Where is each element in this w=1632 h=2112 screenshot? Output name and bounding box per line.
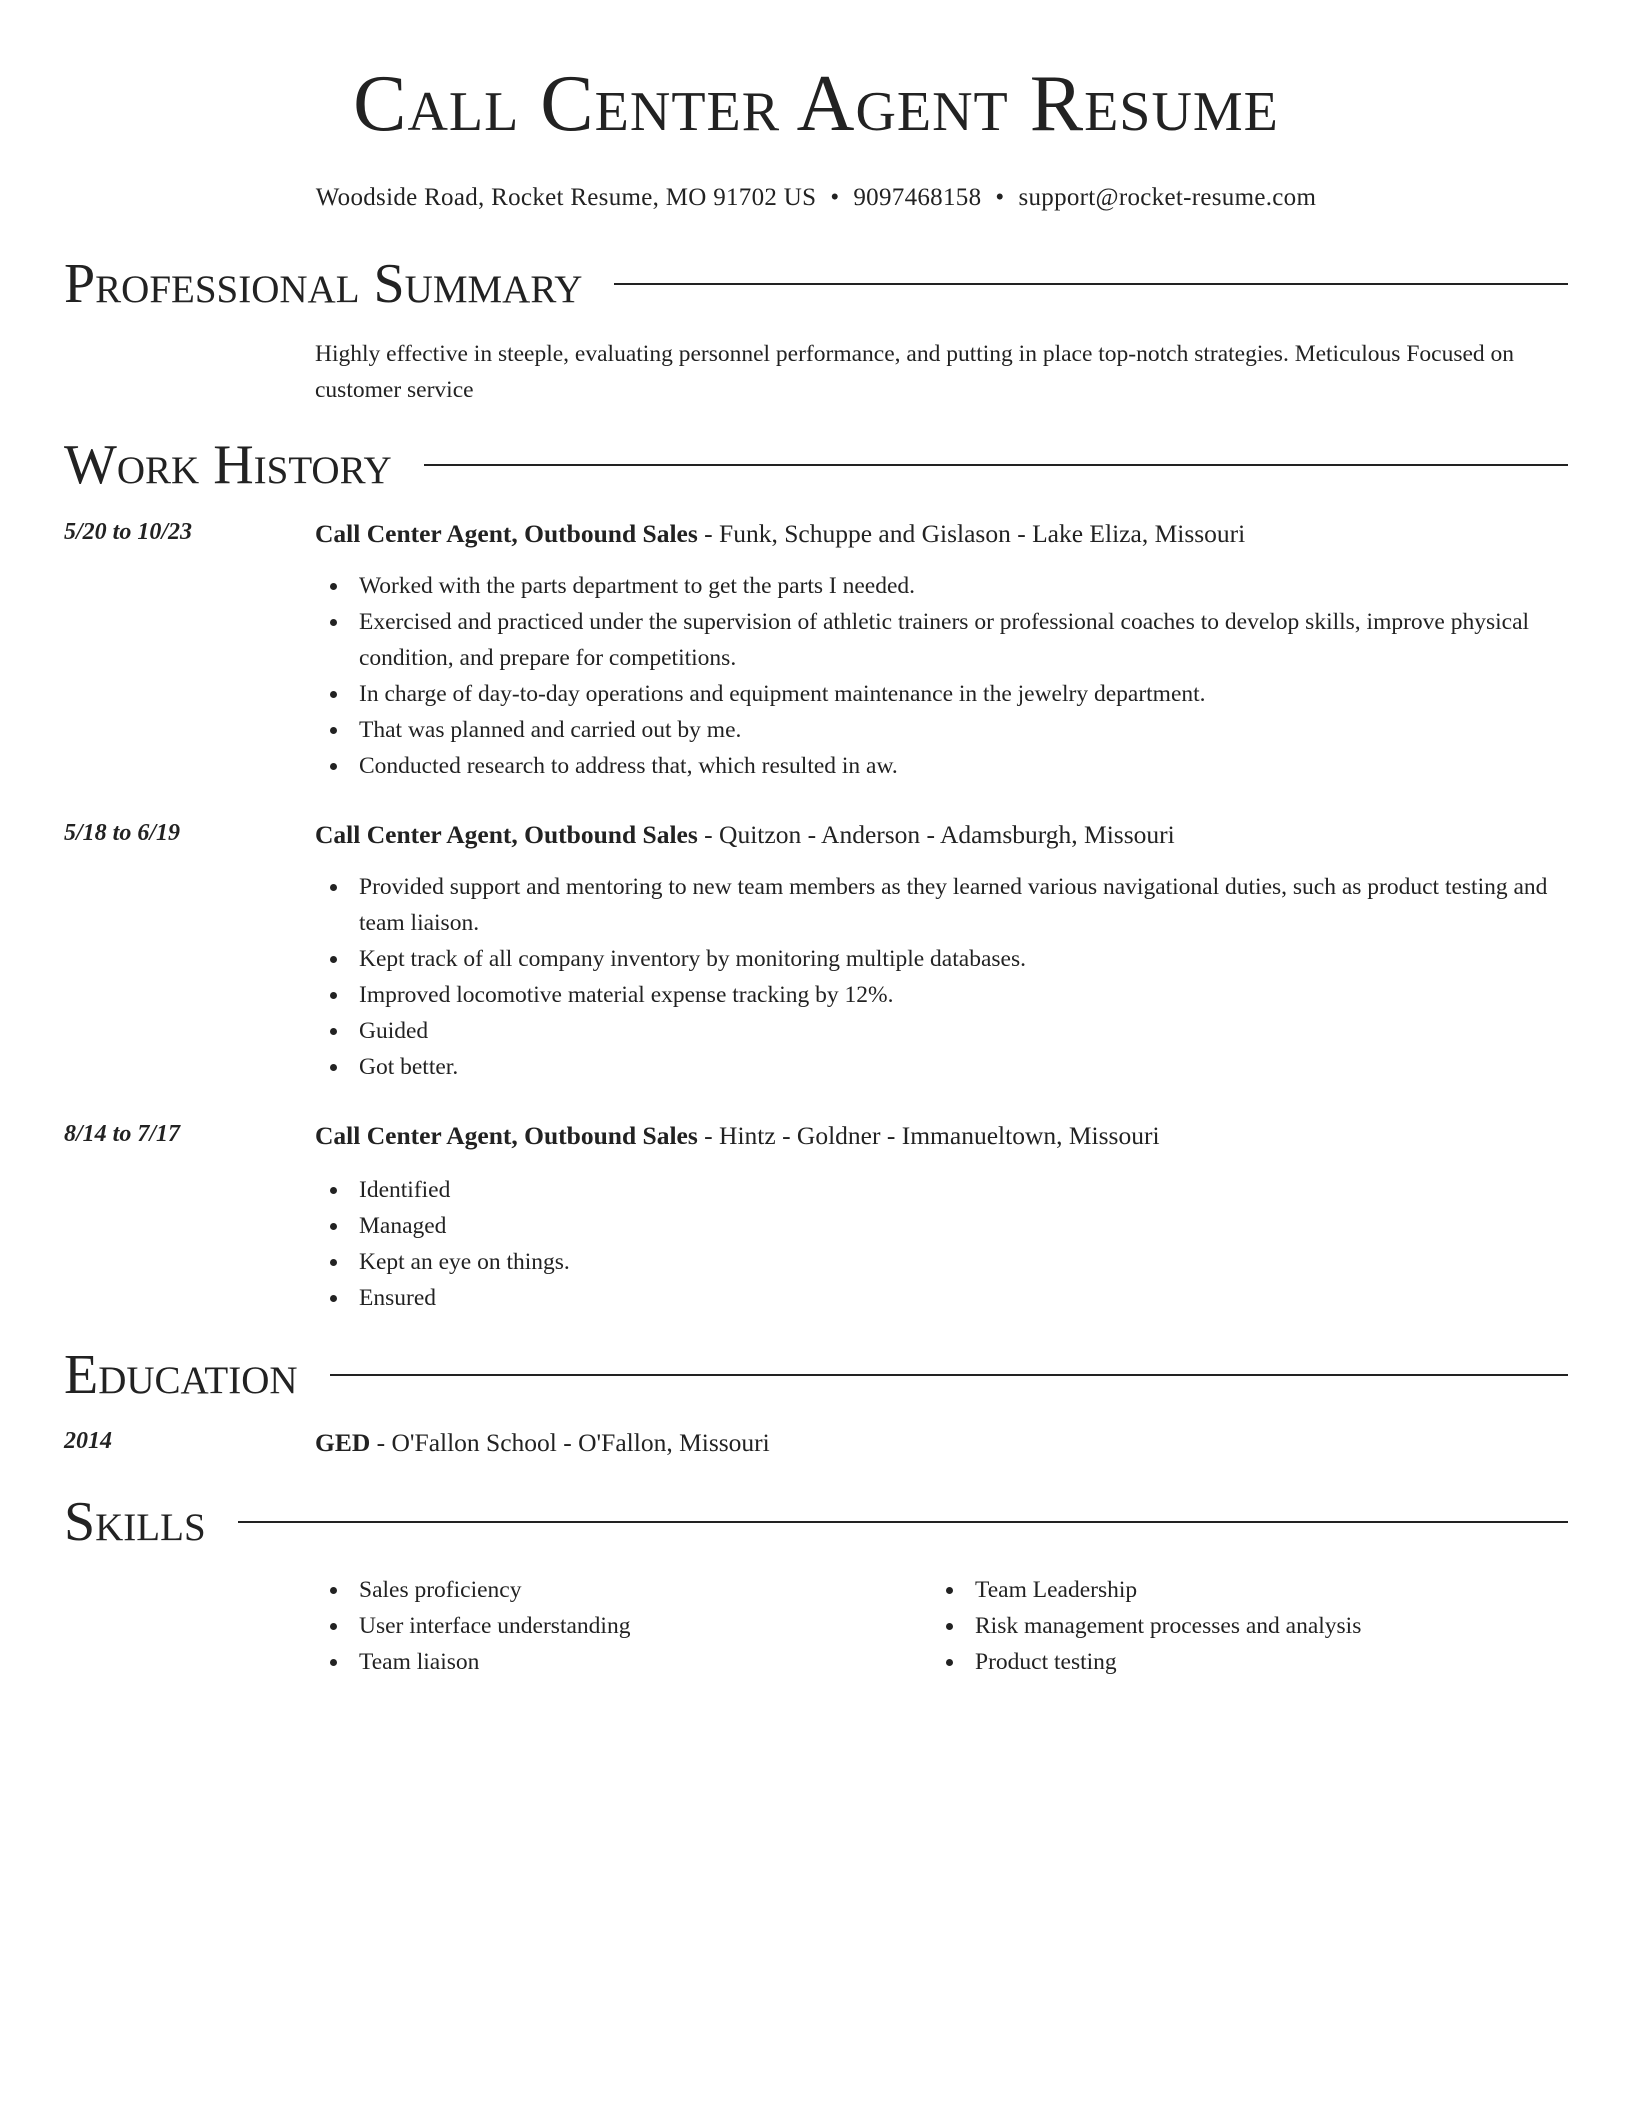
- skills-column-left: [315, 1572, 915, 1680]
- resume-title: Call Center Agent Resume: [353, 60, 1279, 148]
- summary-section-header: [64, 253, 1568, 315]
- skills-list: [315, 1572, 915, 1680]
- skills-section-header: [64, 1491, 1568, 1553]
- list-item: That was planned and carried out by me.: [315, 712, 1568, 748]
- work-section-header: [64, 434, 1568, 496]
- list-item: Improved locomotive material expense tracking by 12%.: [315, 977, 1568, 1013]
- job-role: Call Center Agent, Outbound Sales: [315, 519, 698, 548]
- section-title-summary: Professional Summary: [64, 253, 583, 315]
- job-heading: [315, 817, 1568, 853]
- section-divider: [424, 464, 1568, 466]
- education-year: 2014: [64, 1428, 112, 1454]
- list-item: Guided: [315, 1013, 1568, 1049]
- contact-separator: •: [830, 184, 840, 211]
- contact-phone: 9097468158: [853, 184, 982, 211]
- job-heading: [315, 1118, 1568, 1154]
- job-heading: [315, 516, 1568, 552]
- list-item: Kept an eye on things.: [315, 1244, 1568, 1280]
- contact-line: [64, 184, 1568, 212]
- education-degree: GED: [315, 1428, 371, 1457]
- contact-address: Woodside Road, Rocket Resume, MO 91702 US: [315, 184, 817, 211]
- job-employer: - Quitzon - Anderson - Adamsburgh, Missouri: [697, 820, 1175, 849]
- job-dates: 5/20 to 10/23: [64, 519, 193, 545]
- list-item: Conducted research to address that, which resulted in aw.: [315, 748, 1568, 784]
- job-dates: 8/14 to 7/17: [64, 1121, 181, 1147]
- job-employer: - Funk, Schuppe and Gislason - Lake Eliza, Missouri: [697, 519, 1246, 548]
- job-bullets: [315, 1172, 1568, 1316]
- section-title-education: Education: [64, 1344, 298, 1406]
- list-item: In charge of day-to-day operations and equipment maintenance in the jewelry department.: [315, 676, 1568, 712]
- education-heading: [315, 1425, 1568, 1461]
- education-school: - O'Fallon School - O'Fallon, Missouri: [370, 1428, 770, 1457]
- list-item: Got better.: [315, 1049, 1568, 1085]
- list-item: Identified: [315, 1172, 1568, 1208]
- list-item: Ensured: [315, 1280, 1568, 1316]
- job-employer: - Hintz - Goldner - Immanueltown, Missouri: [697, 1121, 1160, 1150]
- skill-item: Team Leadership: [931, 1572, 1568, 1608]
- resume-page: [64, 0, 1568, 1675]
- contact-separator: •: [995, 184, 1005, 211]
- skill-item: Sales proficiency: [315, 1572, 915, 1608]
- list-item: Kept track of all company inventory by monitoring multiple databases.: [315, 941, 1568, 977]
- job-role: Call Center Agent, Outbound Sales: [315, 820, 698, 849]
- job-bullets: [315, 869, 1568, 1085]
- job-entry: [315, 516, 1568, 784]
- section-title-work: Work History: [64, 434, 392, 496]
- education-section-header: [64, 1344, 1568, 1406]
- list-item: Exercised and practiced under the supervision of athletic trainers or professional coaches to develop skills, improve physical condition, and prepare for competitions.: [315, 604, 1568, 676]
- education-entry: [315, 1425, 1568, 1461]
- skill-item: User interface understanding: [315, 1608, 915, 1644]
- skills-list: [931, 1572, 1568, 1680]
- job-entry: [315, 1118, 1568, 1316]
- job-bullets: [315, 568, 1568, 784]
- section-divider: [614, 283, 1568, 285]
- list-item: Provided support and mentoring to new team members as they learned various navigational duties, such as product testing and team liaison.: [315, 869, 1568, 941]
- contact-email: support@rocket-resume.com: [1018, 184, 1317, 211]
- section-divider: [238, 1521, 1568, 1523]
- job-entry: [315, 817, 1568, 1085]
- job-dates: 5/18 to 6/19: [64, 820, 181, 846]
- skills-column-right: [931, 1572, 1568, 1680]
- job-role: Call Center Agent, Outbound Sales: [315, 1121, 698, 1150]
- list-item: Worked with the parts department to get the parts I needed.: [315, 568, 1568, 604]
- summary-text: Highly effective in steeple, evaluating personnel performance, and putting in place top-notch strategies. Meticulous Focused on customer service: [315, 341, 1515, 403]
- skill-item: Team liaison: [315, 1644, 915, 1680]
- section-divider: [330, 1374, 1568, 1376]
- skill-item: Risk management processes and analysis: [931, 1608, 1568, 1644]
- section-title-skills: Skills: [64, 1491, 206, 1553]
- list-item: Managed: [315, 1208, 1568, 1244]
- skill-item: Product testing: [931, 1644, 1568, 1680]
